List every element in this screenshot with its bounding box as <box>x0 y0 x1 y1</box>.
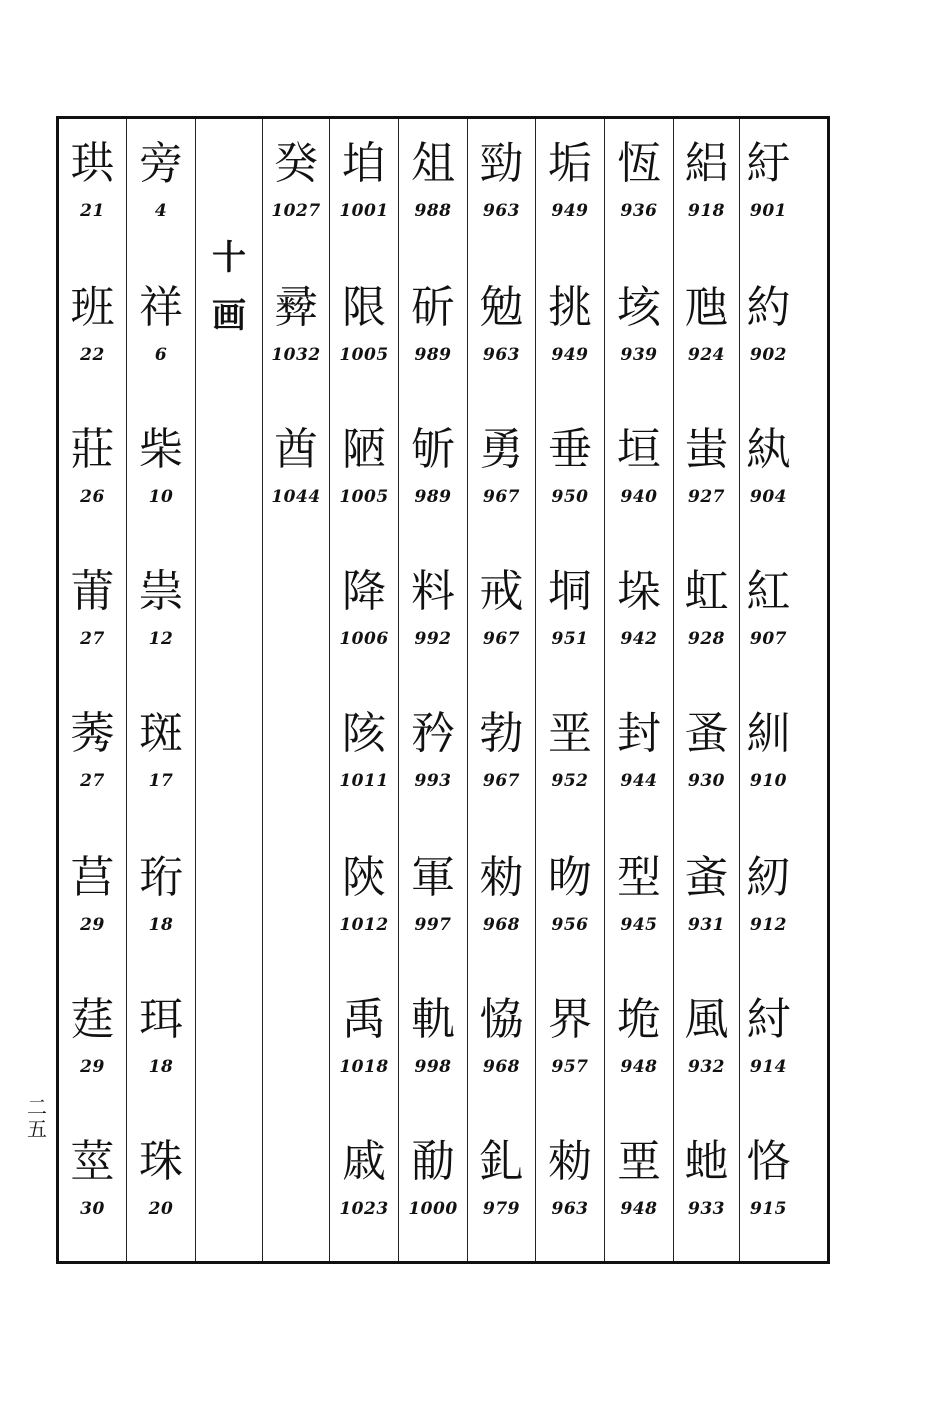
entry-page-number: 18 <box>148 1057 174 1077</box>
entry-character: 莖 <box>70 1136 115 1187</box>
entry-character: 癸 <box>274 138 318 189</box>
index-columns <box>59 119 827 1261</box>
entry-character: 勇 <box>479 424 524 475</box>
entry-page-number: 945 <box>620 915 658 935</box>
entry-page-number: 932 <box>688 1057 725 1077</box>
entry-page-number: 963 <box>483 201 520 221</box>
entry-character: 酋 <box>274 424 318 475</box>
index-column <box>329 119 398 1261</box>
entry-page-number: 924 <box>688 345 725 365</box>
entry-page-number: 912 <box>750 915 787 935</box>
index-entry <box>468 567 535 649</box>
entry-page-number: 17 <box>148 771 174 791</box>
entry-page-number: 951 <box>551 629 589 649</box>
index-entry <box>740 283 797 365</box>
index-entry <box>127 139 195 221</box>
entry-character: 陋 <box>342 424 386 475</box>
entry-page-number: 20 <box>148 1199 174 1219</box>
entry-character: 珥 <box>139 994 183 1045</box>
entry-page-number: 18 <box>148 915 174 935</box>
entry-character: 虺 <box>684 282 729 333</box>
entry-character: 挑 <box>548 282 592 333</box>
entry-character: 垔 <box>617 1136 661 1187</box>
entry-page-number: 968 <box>483 1057 520 1077</box>
index-entry <box>127 1137 195 1219</box>
entry-page-number: 988 <box>414 201 452 221</box>
index-entry <box>740 425 797 507</box>
entry-character: 絽 <box>684 138 729 189</box>
index-entry <box>674 995 739 1077</box>
index-entry <box>740 709 797 791</box>
index-entry <box>59 425 126 507</box>
entry-page-number: 963 <box>483 345 520 365</box>
entry-character: 蚩 <box>684 424 729 475</box>
entry-page-number: 936 <box>620 201 658 221</box>
entry-character: 珩 <box>139 852 183 903</box>
index-entry <box>399 853 467 935</box>
index-entry <box>330 1137 398 1219</box>
index-entry <box>399 139 467 221</box>
entry-character: 降 <box>342 566 386 617</box>
index-entry <box>740 567 797 649</box>
index-entry <box>536 853 604 935</box>
entry-character: 紉 <box>746 852 791 903</box>
index-entry <box>605 425 673 507</box>
index-entry <box>468 425 535 507</box>
index-column <box>739 119 797 1261</box>
index-entry <box>536 425 604 507</box>
index-entry <box>59 995 126 1077</box>
entry-page-number: 29 <box>80 915 105 935</box>
index-entry <box>674 425 739 507</box>
page-number-digit: 五 <box>27 1117 47 1141</box>
entry-character: 料 <box>411 566 455 617</box>
entry-character: 俎 <box>411 138 455 189</box>
entry-page-number: 942 <box>620 629 658 649</box>
index-entry <box>674 567 739 649</box>
entry-page-number: 967 <box>483 629 520 649</box>
entry-character: 釓 <box>479 1136 524 1187</box>
index-entry <box>536 567 604 649</box>
index-entry <box>605 1137 673 1219</box>
entry-page-number: 21 <box>80 201 105 221</box>
entry-character: 戚 <box>342 1136 386 1187</box>
index-entry <box>127 283 195 365</box>
index-entry <box>605 853 673 935</box>
index-table <box>56 116 830 1264</box>
index-entry <box>674 283 739 365</box>
entry-character: 莒 <box>70 852 115 903</box>
entry-page-number: 27 <box>80 771 105 791</box>
entry-character: 勁 <box>479 138 524 189</box>
index-entry <box>468 139 535 221</box>
entry-page-number: 901 <box>750 201 787 221</box>
index-entry <box>399 709 467 791</box>
entry-page-number: 957 <box>551 1057 589 1077</box>
section-heading-char: 画 <box>212 296 246 336</box>
index-entry <box>674 853 739 935</box>
entry-character: 垝 <box>617 994 661 1045</box>
index-entry <box>330 425 398 507</box>
entry-character: 昒 <box>548 852 592 903</box>
index-entry <box>127 995 195 1077</box>
entry-character: 虵 <box>684 1136 729 1187</box>
index-entry <box>536 283 604 365</box>
entry-character: 垛 <box>617 566 661 617</box>
entry-page-number: 928 <box>688 629 725 649</box>
index-entry <box>468 283 535 365</box>
entry-page-number: 910 <box>750 771 787 791</box>
entry-character: 戒 <box>479 566 524 617</box>
entry-page-number: 930 <box>688 771 725 791</box>
index-entry <box>536 995 604 1077</box>
entry-page-number: 1012 <box>339 915 389 935</box>
index-entry <box>399 283 467 365</box>
entry-page-number: 956 <box>551 915 589 935</box>
index-entry <box>59 1137 126 1219</box>
entry-character: 柴 <box>139 424 183 475</box>
index-entry <box>605 283 673 365</box>
index-column <box>262 119 329 1261</box>
index-entry <box>399 567 467 649</box>
entry-character: 紆 <box>746 138 791 189</box>
entry-character: 恆 <box>617 138 661 189</box>
entry-page-number: 907 <box>750 629 787 649</box>
index-entry <box>674 1137 739 1219</box>
entry-character: 勉 <box>479 282 524 333</box>
entry-character: 蚉 <box>684 852 729 903</box>
entry-page-number: 992 <box>414 629 452 649</box>
entry-character: 勃 <box>479 708 524 759</box>
entry-character: 矜 <box>411 708 455 759</box>
index-entry <box>605 995 673 1077</box>
entry-page-number: 979 <box>483 1199 520 1219</box>
entry-page-number: 30 <box>80 1199 105 1219</box>
index-entry <box>468 853 535 935</box>
entry-page-number: 1023 <box>339 1199 389 1219</box>
entry-page-number: 902 <box>750 345 787 365</box>
entry-page-number: 939 <box>620 345 658 365</box>
entry-page-number: 998 <box>414 1057 452 1077</box>
index-entry <box>330 709 398 791</box>
index-entry <box>127 567 195 649</box>
entry-page-number: 967 <box>483 487 520 507</box>
entry-character: 垩 <box>548 708 592 759</box>
entry-character: 蚤 <box>684 708 729 759</box>
entry-character: 型 <box>617 852 661 903</box>
entry-page-number: 1018 <box>339 1057 389 1077</box>
index-entry <box>59 709 126 791</box>
entry-character: 恊 <box>479 994 524 1045</box>
entry-character: 封 <box>617 708 661 759</box>
entry-page-number: 963 <box>551 1199 589 1219</box>
entry-page-number: 933 <box>688 1199 725 1219</box>
index-entry <box>59 853 126 935</box>
index-entry <box>330 853 398 935</box>
entry-page-number: 1005 <box>339 345 389 365</box>
index-entry <box>330 283 398 365</box>
index-column <box>673 119 739 1261</box>
entry-page-number: 989 <box>414 345 452 365</box>
entry-character: 垢 <box>548 138 592 189</box>
entry-page-number: 927 <box>688 487 725 507</box>
entry-page-number: 10 <box>148 487 174 507</box>
entry-page-number: 29 <box>80 1057 105 1077</box>
entry-character: 恪 <box>746 1136 791 1187</box>
entry-character: 禹 <box>342 994 386 1045</box>
section-heading <box>196 229 262 345</box>
entry-character: 垣 <box>617 424 661 475</box>
index-entry <box>605 709 673 791</box>
entry-character: 虹 <box>684 566 729 617</box>
page-number <box>26 1096 48 1140</box>
index-entry <box>263 425 329 507</box>
index-column <box>535 119 604 1261</box>
entry-character: 勈 <box>411 1136 455 1187</box>
index-entry <box>468 709 535 791</box>
index-entry <box>536 1137 604 1219</box>
entry-character: 垌 <box>548 566 592 617</box>
entry-page-number: 6 <box>154 345 168 365</box>
entry-character: 垍 <box>342 138 386 189</box>
entry-character: 紈 <box>746 424 791 475</box>
entry-page-number: 904 <box>750 487 787 507</box>
entry-page-number: 949 <box>551 201 589 221</box>
entry-character: 珙 <box>70 138 115 189</box>
entry-page-number: 4 <box>154 201 168 221</box>
entry-character: 紃 <box>746 708 791 759</box>
index-entry <box>536 139 604 221</box>
entry-character: 彛 <box>274 282 318 333</box>
entry-page-number: 1006 <box>339 629 389 649</box>
entry-character: 風 <box>684 994 729 1045</box>
entry-character: 莊 <box>70 424 115 475</box>
index-entry <box>605 139 673 221</box>
index-entry <box>399 425 467 507</box>
entry-character: 約 <box>746 282 791 333</box>
entry-page-number: 989 <box>414 487 452 507</box>
entry-character: 班 <box>70 282 115 333</box>
entry-page-number: 949 <box>551 345 589 365</box>
entry-character: 陔 <box>342 708 386 759</box>
index-entry <box>674 709 739 791</box>
entry-page-number: 993 <box>414 771 452 791</box>
entry-character: 紅 <box>746 566 791 617</box>
entry-character: 陝 <box>342 852 386 903</box>
entry-character: 斪 <box>411 424 455 475</box>
index-entry <box>468 995 535 1077</box>
index-entry <box>59 139 126 221</box>
entry-character: 斫 <box>411 282 455 333</box>
index-entry <box>263 139 329 221</box>
index-entry <box>740 853 797 935</box>
index-entry <box>330 567 398 649</box>
index-entry <box>674 139 739 221</box>
entry-page-number: 931 <box>688 915 725 935</box>
entry-page-number: 952 <box>551 771 589 791</box>
index-entry <box>330 995 398 1077</box>
entry-character: 莆 <box>70 566 115 617</box>
entry-page-number: 1011 <box>339 771 389 791</box>
entry-page-number: 26 <box>80 487 105 507</box>
entry-page-number: 914 <box>750 1057 787 1077</box>
index-column <box>467 119 535 1261</box>
index-entry <box>468 1137 535 1219</box>
entry-character: 旁 <box>139 138 183 189</box>
entry-character: 界 <box>548 994 592 1045</box>
entry-page-number: 968 <box>483 915 520 935</box>
entry-page-number: 1005 <box>339 487 389 507</box>
entry-page-number: 12 <box>148 629 174 649</box>
entry-page-number: 1032 <box>271 345 321 365</box>
entry-page-number: 1044 <box>271 487 321 507</box>
entry-character: 祥 <box>139 282 183 333</box>
entry-page-number: 967 <box>483 771 520 791</box>
section-heading-column <box>195 119 262 1261</box>
entry-page-number: 918 <box>688 201 725 221</box>
page-number-digit: 二 <box>27 1095 47 1119</box>
entry-character: 軍 <box>411 852 455 903</box>
entry-page-number: 948 <box>620 1057 658 1077</box>
entry-character: 莛 <box>70 994 115 1045</box>
entry-page-number: 950 <box>551 487 589 507</box>
entry-character: 斑 <box>139 708 183 759</box>
index-entry <box>127 425 195 507</box>
entry-page-number: 915 <box>750 1199 787 1219</box>
index-entry <box>330 139 398 221</box>
entry-character: 紂 <box>746 994 791 1045</box>
entry-page-number: 997 <box>414 915 452 935</box>
index-entry <box>127 709 195 791</box>
index-entry <box>59 283 126 365</box>
index-entry <box>59 567 126 649</box>
index-entry <box>740 139 797 221</box>
entry-page-number: 27 <box>80 629 105 649</box>
entry-page-number: 940 <box>620 487 658 507</box>
entry-character: 軌 <box>411 994 455 1045</box>
entry-character: 莠 <box>70 708 115 759</box>
entry-character: 垂 <box>548 424 592 475</box>
entry-character: 勑 <box>479 852 524 903</box>
index-column <box>126 119 195 1261</box>
entry-page-number: 944 <box>620 771 658 791</box>
index-entry <box>605 567 673 649</box>
index-entry <box>399 1137 467 1219</box>
index-entry <box>740 1137 797 1219</box>
entry-page-number: 1027 <box>271 201 321 221</box>
index-entry <box>740 995 797 1077</box>
index-column <box>59 119 126 1261</box>
entry-page-number: 22 <box>80 345 105 365</box>
entry-page-number: 1000 <box>408 1199 458 1219</box>
entry-character: 祟 <box>139 566 183 617</box>
entry-page-number: 1001 <box>339 201 389 221</box>
index-entry <box>127 853 195 935</box>
index-entry <box>263 283 329 365</box>
entry-character: 勑 <box>548 1136 592 1187</box>
section-heading-char: 十 <box>212 238 246 278</box>
index-column <box>398 119 467 1261</box>
entry-character: 垓 <box>617 282 661 333</box>
entry-character: 限 <box>342 282 386 333</box>
index-entry <box>399 995 467 1077</box>
index-column <box>604 119 673 1261</box>
entry-character: 珠 <box>139 1136 183 1187</box>
index-entry <box>536 709 604 791</box>
entry-page-number: 948 <box>620 1199 658 1219</box>
